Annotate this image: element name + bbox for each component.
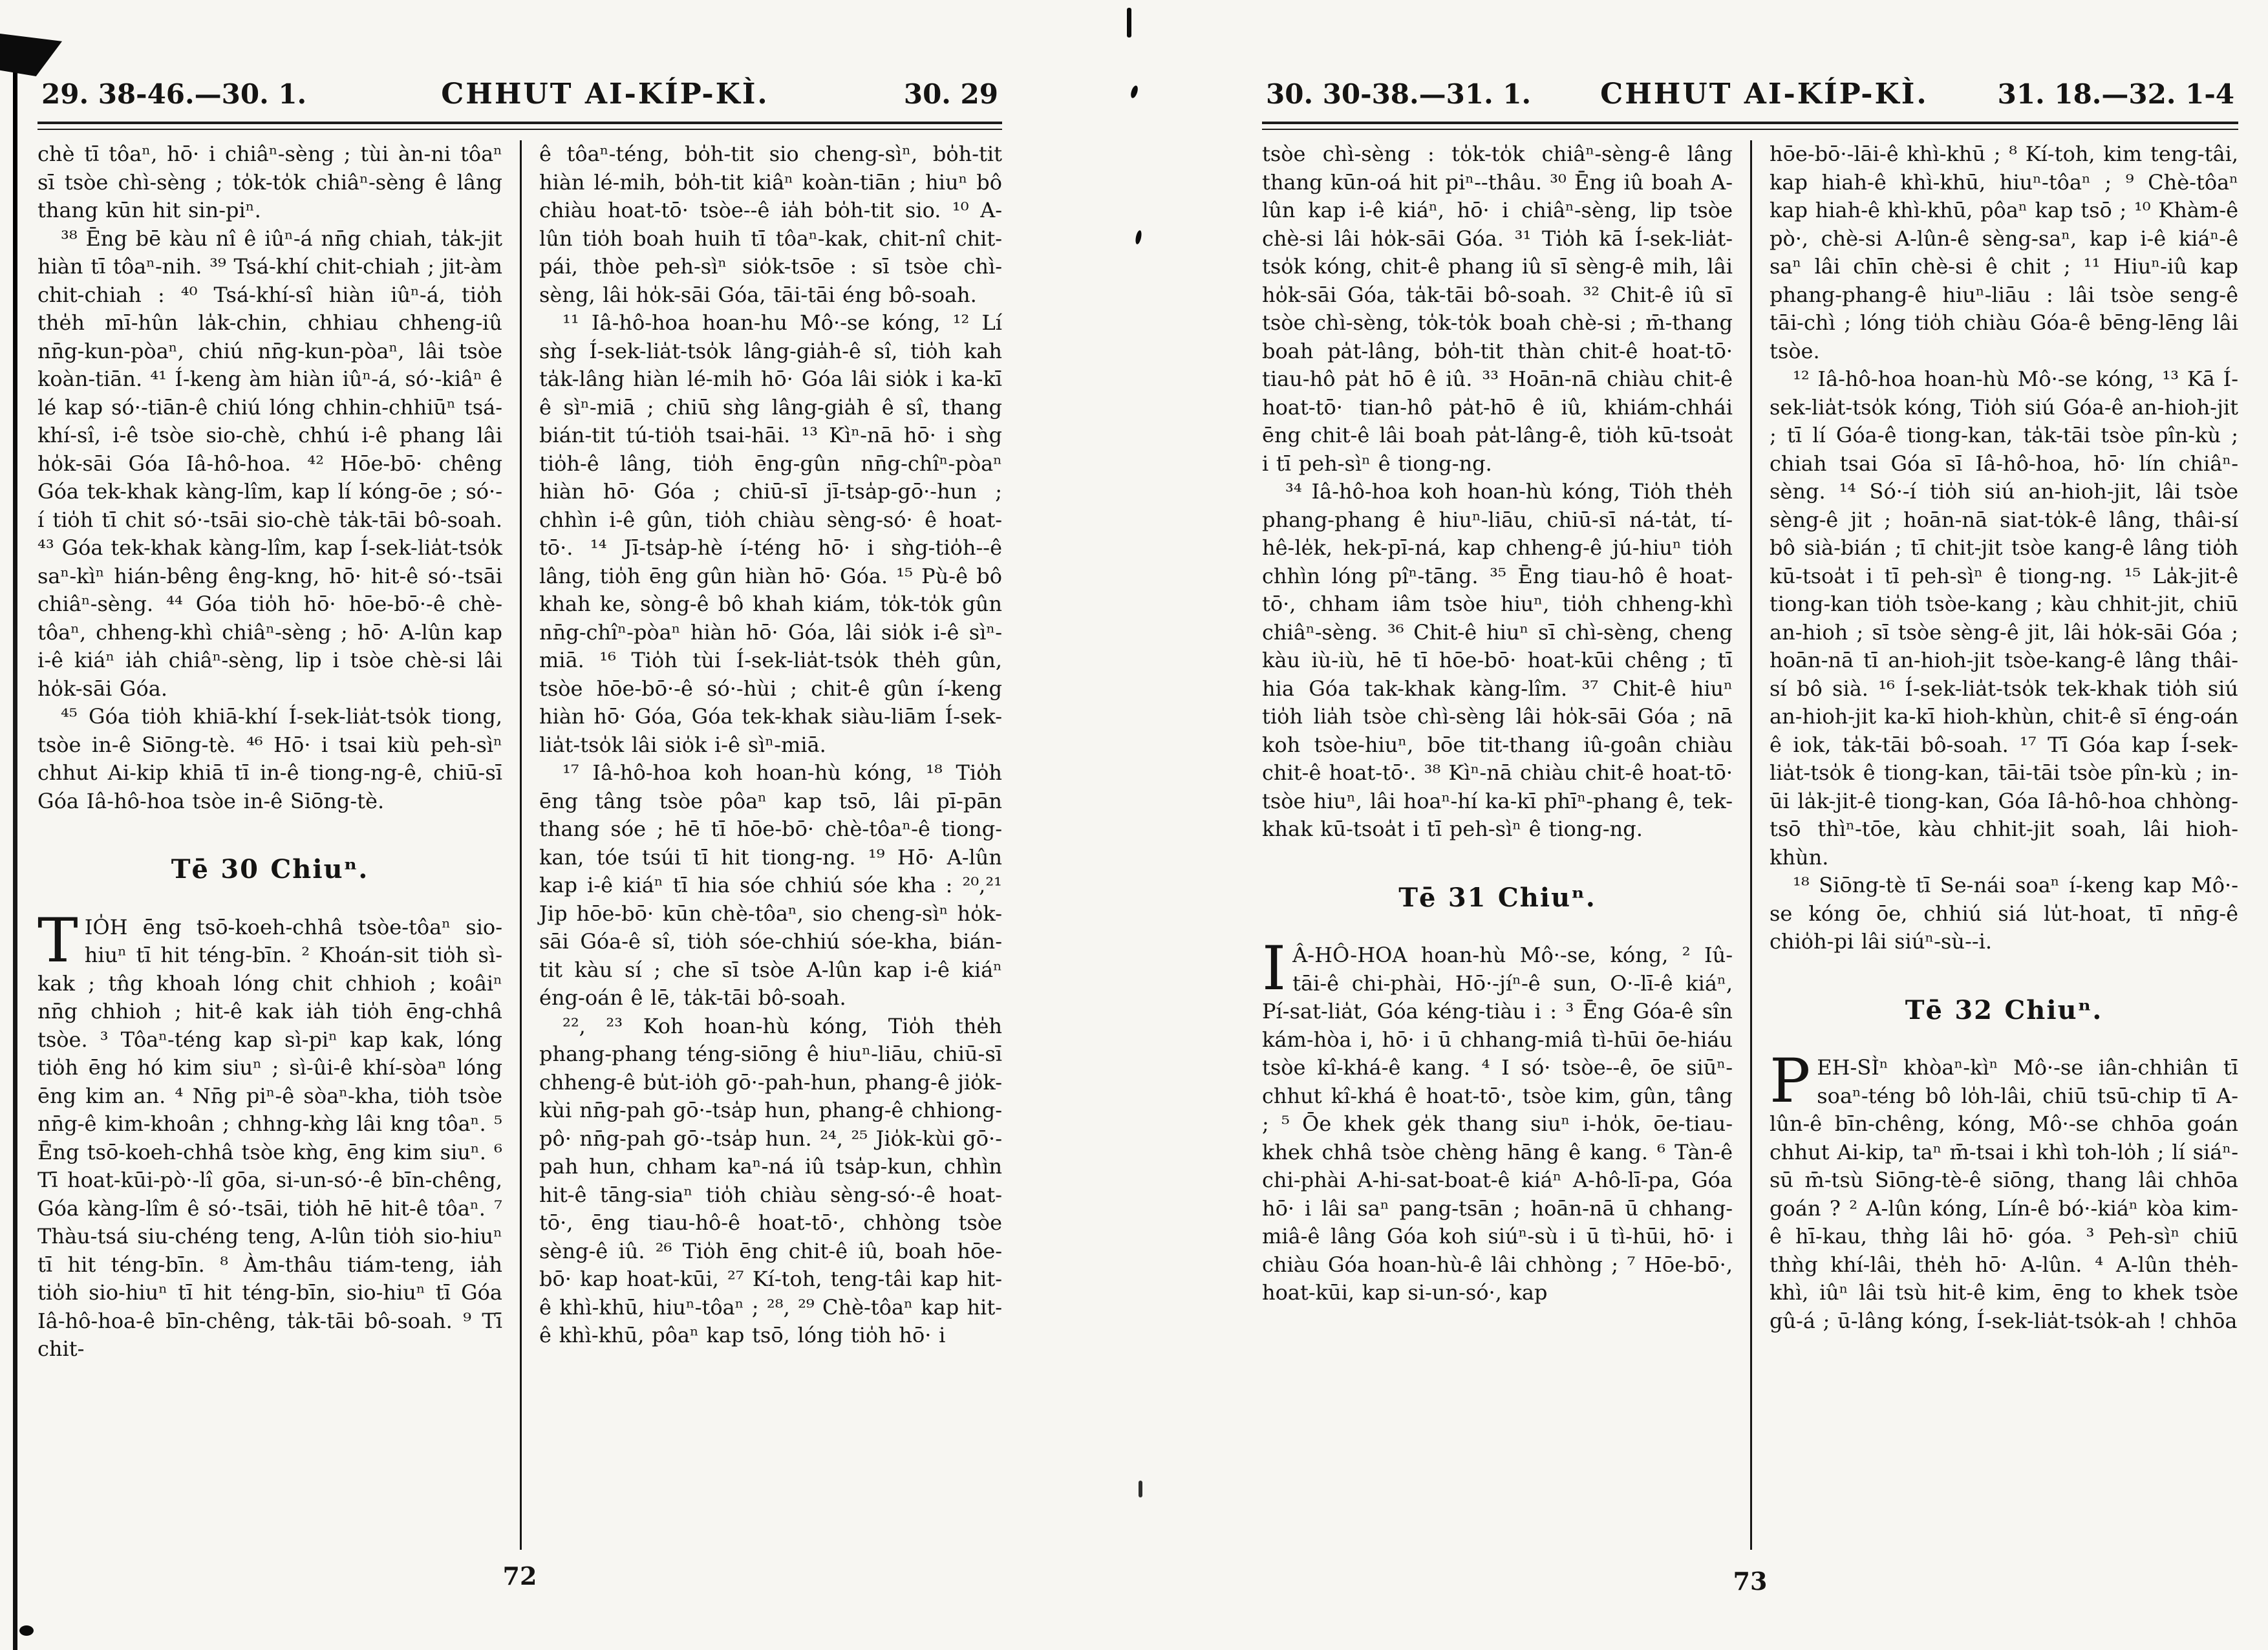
verse-paragraph: ⁴⁵ Góa tio̍h khiā-khí Í-sek-lia̍t-tso̍k tiong, tsòe in-ê Siōng-tè. ⁴⁶ Hō· i tsai kiù peh-sìⁿ chhut Ai-kip khiā tī in-ê tiong-ng-ê, chiū-sī Góa Iâ-hô-hoa tsòe in-ê Siōng-tè. bbox=[37, 704, 502, 813]
running-title: CHHUT AI-KÍP-KÌ. bbox=[1600, 78, 1929, 111]
running-title: CHHUT AI-KÍP-KÌ. bbox=[441, 78, 769, 111]
page-right bbox=[1262, 76, 2238, 1596]
scan-speck-artifact bbox=[19, 1625, 34, 1636]
verse-paragraph: ê tôaⁿ-téng, bo̍h-tit sio cheng-sìⁿ, bo̍h-tit hiàn lé-mi̍h, bo̍h-tit kiâⁿ koàn-tiān ; hiuⁿ bô chiàu hoat-tō· tsòe--ê ia̍h bo̍h-tit sio. ¹⁰ A-lûn tio̍h boah huih tī tôaⁿ-kak, chit-nî chit-pái, thòe peh-sìⁿ sio̍k-tsōe : sī tsòe chì-sèng, lâi ho̍k-sāi Góa, tāi-tāi éng bô-soah. bbox=[539, 142, 1002, 307]
scan-gutter-mark bbox=[1127, 8, 1131, 38]
verse-paragraph: ³⁴ Iâ-hô-hoa koh hoan-hù kóng, Tio̍h the̍h phang-phang ê hiuⁿ-liāu, chiū-sī ná-ta̍t, tí-hê-le̍k, hek-pī-ná, kap chheng-ê jú-hiuⁿ tio̍h chhìn lóng pîⁿ-tāng. ³⁵ Ēng tiau-hô ê hoat-tō·, chham iâm tsòe hiuⁿ, tio̍h chheng-khì chiâⁿ-sèng. ³⁶ Chit-ê hiuⁿ sī chì-sèng, cheng kàu iù-iù, hē tī hōe-bō· hoat-kūi chêng ; tī hia Góa tak-khak kàng-lîm. ³⁷ Chit-ê hiuⁿ tio̍h lia̍h tsòe chì-sèng lâi ho̍k-sāi Góa ; nā koh tsòe-hiuⁿ, bōe tit-thang iû-goân chiàu chit-ê hoat-tō·. ³⁸ Kìⁿ-nā chiàu chit-ê hoat-tō· tsòe hiuⁿ, lâi hoaⁿ-hí ka-kī phīⁿ-phang ê, tek-khak kū-tsoa̍t i tī peh-sìⁿ ê tiong-ng. bbox=[1262, 479, 1733, 841]
header-verse-range-right: 31. 18.—32. 1-4 bbox=[1997, 78, 2234, 110]
chapter-heading: Tē 30 Chiuⁿ. bbox=[171, 854, 369, 884]
drop-cap: P bbox=[1770, 1046, 1811, 1117]
header-verse-range-right: 30. 29 bbox=[903, 78, 998, 110]
verse-paragraph: I Â-HÔ-HOA hoan-hù Mô·-se, kóng, ² Iû-tāi-ê chi-phài, Hō·-jíⁿ-ê sun, O·-lī-ê kiáⁿ, Pí-sat-lia̍t, Góa kéng-tiàu i : ³ Ēng Góa-ê sîn kám-hòa i, hō· i ū chhang-miâ tì-hūi ōe-hiáu tsòe kî-khá-ê kang. ⁴ I só· tsòe--ê, ōe siūⁿ-chhut kî-khá ê hoat-tō·, tsòe kim, gûn, tâng ; ⁵ Ōe khek ge̍k thang siuⁿ i-ho̍k, ōe-tiau-khek chhâ tsòe chèng hāng ê kang. ⁶ Tàn-ê chi-phài A-hi-sat-boat-ê kiáⁿ A-hô-lī-pa, Góa hō· i lâi saⁿ pang-tsān ; hoān-nā ū chhang-miâ-ê lâng Góa koh siúⁿ-sù i ū tì-hūi, hō· i chiàu Góa hoan-hù-ê lâi chhòng ; ⁷ Hōe-bō·, hoat-kūi, kap si-un-só·, kap bbox=[1262, 934, 1733, 1305]
page-left bbox=[37, 76, 1002, 1591]
verse-paragraph: ³⁸ Ēng bē kàu nî ê iûⁿ-á nn̄g chiah, ta̍k-jit hiàn tī tôaⁿ-nih. ³⁹ Tsá-khí chit-chiah ; jit-àm chit-chiah : ⁴⁰ Tsá-khí-sî hiàn iûⁿ-á, tio̍h the̍h mī-hûn la̍k-chin, chhiau chheng-iû nn̄g-kun-pòaⁿ, chiú nn̄g-kun-pòaⁿ, lâi tsòe koàn-tiān. ⁴¹ Í-keng àm hiàn iûⁿ-á, só·-kiâⁿ ê lé kap só·-tiān-ê chiú lóng chhin-chhiūⁿ tsá-khí-sî, i-ê tsòe sio-chè, chhú i-ê phang lâi ho̍k-sāi Góa Iâ-hô-hoa. ⁴² Hōe-bō· chêng Góa tek-khak kàng-lîm, kap lí kóng-ōe ; só·-í tio̍h tī chit só·-tsāi sio-chè ta̍k-tāi bô-soah. ⁴³ Góa tek-khak kàng-lîm, kap Í-sek-lia̍t-tso̍k saⁿ-kìⁿ hián-bêng êng-kng, hō· hit-ê só·-tsāi chiâⁿ-sèng. ⁴⁴ Góa tio̍h hō· hōe-bō·-ê chè-tôaⁿ, chheng-khì chiâⁿ-sèng ; hō· A-lûn kap i-ê kiáⁿ ia̍h chiâⁿ-sèng, lip i tsòe chè-si lâi ho̍k-sāi Góa. bbox=[37, 226, 502, 701]
verse-paragraph: hōe-bō·-lāi-ê khì-khū ; ⁸ Kí-toh, kim teng-tâi, kap hiah-ê khì-khū, hiuⁿ-tôaⁿ ; ⁹ Chè-tôaⁿ kap hiah-ê khì-khū, pôaⁿ kap tsō ; ¹⁰ Khàm-ê pò·, chè-si A-lûn-ê sèng-saⁿ, kap i-ê kiáⁿ-ê saⁿ lâi chīn chè-si ê chit ; ¹¹ Hiuⁿ-iû kap phang-phang-ê hiuⁿ-liāu : lâi tsòe seng-ê tāi-chì ; lóng tio̍h chiàu Góa-ê bēng-lēng lâi tsòe. bbox=[1770, 142, 2238, 363]
scan-gutter-mark bbox=[1139, 1481, 1142, 1497]
scan-gutter-mark bbox=[1129, 85, 1139, 99]
page-right-header bbox=[1262, 76, 2238, 112]
verse-paragraph: ¹² Iâ-hô-hoa hoan-hù Mô·-se kóng, ¹³ Kā Í-sek-lia̍t-tso̍k kóng, Tio̍h siú Góa-ê an-hioh-jit ; tī lí Góa-ê tiong-kan, ta̍k-tāi tsòe pîn-kù ; chiah tsai Góa sī Iâ-hô-hoa, hō· lín chiâⁿ-sèng. ¹⁴ Só·-í tio̍h siú an-hioh-jit, lâi tsòe sèng-ê jit ; hoān-nā siat-to̍k-ê lâng, thâi-sí bô sià-bián ; tī chit-jit tsòe kang-ê lâng tio̍h kū-tsoa̍t i tī peh-sìⁿ ê tiong-ng. ¹⁵ La̍k-jit-ê tiong-kan tio̍h tsòe-kang ; kàu chhit-jit, chiū an-hioh ; sī tsòe sèng-ê jit, lâi ho̍k-sāi Góa ; hoān-nā tī an-hioh-jit tsòe-kang-ê lâng thâi-sí bô sià. ¹⁶ Í-sek-lia̍t-tso̍k tek-khak tio̍h siú an-hioh-jit ka-kī hioh-khùn, chit-ê sī éng-oán ê iok, ta̍k-tāi bô-soah. ¹⁷ Tī Góa kap Í-sek-lia̍t-tso̍k ê tiong-kan, tāi-tāi tsòe pîn-kù ; in-ūi la̍k-jit-ê tiong-kan, Góa Iâ-hô-hoa chhòng-tsō thìⁿ-tōe, kàu chhit-jit soah, lâi hioh-khùn. bbox=[1770, 367, 2238, 870]
chapter-heading: Tē 32 Chiuⁿ. bbox=[1905, 994, 2103, 1025]
verse-paragraph: ²², ²³ Koh hoan-hù kóng, Tio̍h the̍h phang-phang téng-siōng ê hiuⁿ-liāu, chiū-sī chheng-ê bu̍t-io̍h gō·-pah-hun, phang-ê jio̍k-kùi nn̄g-pah gō·-tsa̍p hun, phang-ê chhiong-pô· nn̄g-pah gō·-tsa̍p hun. ²⁴, ²⁵ Jio̍k-kùi gō·-pah hun, chham kaⁿ-ná iû tsa̍p-kun, chhìn hit-ê tāng-siaⁿ tio̍h chiàu sèng-só·-ê hoat-tō·, ēng tiau-hô-ê hoat-tō·, chhòng tsòe sèng-ê iû. ²⁶ Tio̍h ēng chit-ê iû, boah hōe-bō· kap hoat-kūi, ²⁷ Kí-toh, teng-tâi kap hit-ê khì-khū, hiuⁿ-tôaⁿ ; ²⁸, ²⁹ Chè-tôaⁿ kap hit-ê khì-khū, pôaⁿ kap tsō, lóng tio̍h hō· i bbox=[539, 1013, 1002, 1347]
drop-cap: T bbox=[37, 905, 78, 976]
text-columns bbox=[1262, 140, 2238, 1550]
verse-paragraph: ¹⁸ Siōng-tè tī Se-nái soaⁿ í-keng kap Mô·-se kóng ōe, chhiú siá lu̍t-hoat, tī nn̄g-ê chio̍h-pi lâi siúⁿ-sù--i. bbox=[1770, 873, 2238, 954]
verse-paragraph: ¹⁷ Iâ-hô-hoa koh hoan-hù kóng, ¹⁸ Tio̍h ēng tâng tsòe pôaⁿ kap tsō, lâi pī-pān thang sóe ; hē tī hōe-bō· chè-tôaⁿ-ê tiong-kan, tóe tsúi tī hit tiong-ng. ¹⁹ Hō· A-lûn kap i-ê kiáⁿ tī hia sóe chhiú sóe kha : ²⁰,²¹ Jip hōe-bō· kūn chè-tôaⁿ, sio cheng-sìⁿ ho̍k-sāi Góa-ê sî, tio̍h sóe-chhiú sóe-kha, bián-tit kàu sí ; che sī tsòe A-lûn kap i-ê kiáⁿ éng-oán ê lē, ta̍k-tāi bô-soah. bbox=[539, 760, 1002, 1010]
column-1 bbox=[1262, 140, 1750, 1550]
scan-gutter-mark bbox=[1135, 230, 1142, 244]
verse-paragraph: PEH-SÌⁿ khòaⁿ-kìⁿ Mô·-se iân-chhiân tī soaⁿ-téng bô lo̍h-lâi, chiū tsū-chip tī A-lûn-ê bīn-chêng, kóng, Mô·-se chhōa goán chhut Ai-kip, taⁿ m̄-tsai i khì toh-lo̍h ; lí siáⁿ-sū m̄-tsù Siōng-tè-ê siōng, thang lâi chhōa goán ? ² A-lûn kóng, Lín-ê bó·-kiáⁿ kòa kim-ê hī-kau, thǹg lâi hō· góa. ³ Peh-sìⁿ chiū thǹg khí-lâi, the̍h hō· A-lûn. ⁴ A-lûn the̍h-khì, iûⁿ lâi tsù hit-ê kim, ēng to khek tsòe gû-á ; ū-lâng kóng, Í-sek-lia̍t-tso̍k-ah ! chhōa bbox=[1770, 1046, 2238, 1333]
column-1 bbox=[37, 140, 520, 1550]
page-left-header bbox=[37, 76, 1002, 112]
column-2 bbox=[1750, 140, 2238, 1550]
chapter-heading: Tē 31 Chiuⁿ. bbox=[1398, 882, 1596, 913]
drop-cap: I bbox=[1262, 934, 1287, 1004]
header-double-rule bbox=[37, 122, 1002, 130]
scan-corner-artifact bbox=[0, 34, 62, 76]
page-number: 72 bbox=[502, 1561, 537, 1591]
header-verse-range-left: 29. 38-46.—30. 1. bbox=[41, 78, 307, 110]
page-number: 73 bbox=[1733, 1567, 1768, 1596]
verse-paragraph: TIO̍H ēng tsō-koeh-chhâ tsòe-tôaⁿ sio-hiuⁿ tī hit téng-bīn. ² Khoán-sit tio̍h sì-kak ; tn̂g khoah lóng chit chhioh ; koâiⁿ nn̄g chhioh ; hit-ê kak ia̍h tio̍h ēng-chhâ tsòe. ³ Tôaⁿ-téng kap sì-piⁿ kap kak, lóng tio̍h ēng hó kim siuⁿ ; sì-ûi-ê khí-sòaⁿ lóng ēng kim an. ⁴ Nn̄g piⁿ-ê sòaⁿ-kha, tio̍h tsòe nn̄g-ê kim-khoân ; chhng-kǹg lâi kng tôaⁿ. ⁵ Ēng tsō-koeh-chhâ tsòe kǹg, ēng kim siuⁿ. ⁶ Tī hoat-kūi-pò·-lî gōa, si-un-só·-ê bīn-chêng, Góa kàng-lîm ê só·-tsāi, tio̍h hē hit-ê tôaⁿ. ⁷ Thàu-tsá siu-chéng teng, A-lûn tio̍h sio-hiuⁿ tī hit téng-bīn. ⁸ Àm-thâu tiám-teng, ia̍h tio̍h sio-hiuⁿ tī hit téng-bīn, sio-hiuⁿ tī Góa Iâ-hô-hoa-ê bīn-chêng, ta̍k-tāi bô-soah. ⁹ Tī chit- bbox=[37, 905, 502, 1361]
header-verse-range-left: 30. 30-38.—31. 1. bbox=[1266, 78, 1532, 110]
verse-paragraph: tsòe chì-sèng : to̍k-to̍k chiâⁿ-sèng-ê lâng thang kūn-oá hit piⁿ--thâu. ³⁰ Ēng iû boah A-lûn kap i-ê kiáⁿ, hō· i chiâⁿ-sèng, lip tsòe chè-si lâi ho̍k-sāi Góa. ³¹ Tio̍h kā Í-sek-lia̍t-tso̍k kóng, chit-ê phang iû sī sèng-ê mi̍h, lâi ho̍k-sāi Góa, ta̍k-tāi bô-soah. ³² Chit-ê iû sī tsòe chì-sèng, to̍k-to̍k boah chè-si ; m̄-thang boah pa̍t-lâng, bo̍h-tit thàn chit-ê hoat-tō· tiau-hô pa̍t hō ê iû. ³³ Hoān-nā chiàu chit-ê hoat-tō· tian-hô pa̍t-hō ê iû, khiám-chhái ēng chit-ê lâi boah pa̍t-lâng-ê, tio̍h kū-tsoa̍t i tī peh-sìⁿ ê tiong-ng. bbox=[1262, 142, 1733, 476]
text-columns bbox=[37, 140, 1002, 1550]
header-double-rule bbox=[1262, 122, 2238, 130]
scan-edge-artifact bbox=[13, 39, 17, 1650]
column-2 bbox=[520, 140, 1002, 1550]
verse-paragraph: ¹¹ Iâ-hô-hoa hoan-hu Mô·-se kóng, ¹² Lí sǹg Í-sek-lia̍t-tso̍k lâng-gia̍h-ê sî, tio̍h kah ta̍k-lâng hiàn lé-mi̍h hō· Góa lâi sio̍k i ka-kī ê sìⁿ-miā ; chiū sǹg lâng-gia̍h ê sî, thang bián-tit tú-tio̍h tsai-hāi. ¹³ Kìⁿ-nā hō· i sǹg tio̍h-ê lâng, tio̍h ēng-gûn nn̄g-chîⁿ-pòaⁿ hiàn hō· Góa ; chiū-sī jī-tsa̍p-gō·-hun ; chhìn i-ê gûn, tio̍h chiàu sèng-só· ê hoat-tō·. ¹⁴ Jī-tsa̍p-hè í-téng hō· i sǹg-tio̍h--ê lâng, tio̍h ēng gûn hiàn hō· Góa. ¹⁵ Pù-ê bô khah ke, sòng-ê bô khah kiám, to̍k-to̍k gûn nn̄g-chîⁿ-pòaⁿ hiàn hō· Góa, lâi sio̍k i-ê sìⁿ-miā. ¹⁶ Tio̍h tùi Í-sek-lia̍t-tso̍k the̍h gûn, tsòe hōe-bō·-ê só·-hùi ; chit-ê gûn í-keng hiàn hō· Góa, Góa tek-khak siàu-liām Í-sek-lia̍t-tso̍k lâi sio̍k i-ê sìⁿ-miā. bbox=[539, 310, 1002, 757]
verse-paragraph: chè tī tôaⁿ, hō· i chiâⁿ-sèng ; tùi àn-ni tôaⁿ sī tsòe chì-sèng ; to̍k-to̍k chiâⁿ-sèng ê lâng thang kūn hit sin-piⁿ. bbox=[37, 142, 502, 222]
